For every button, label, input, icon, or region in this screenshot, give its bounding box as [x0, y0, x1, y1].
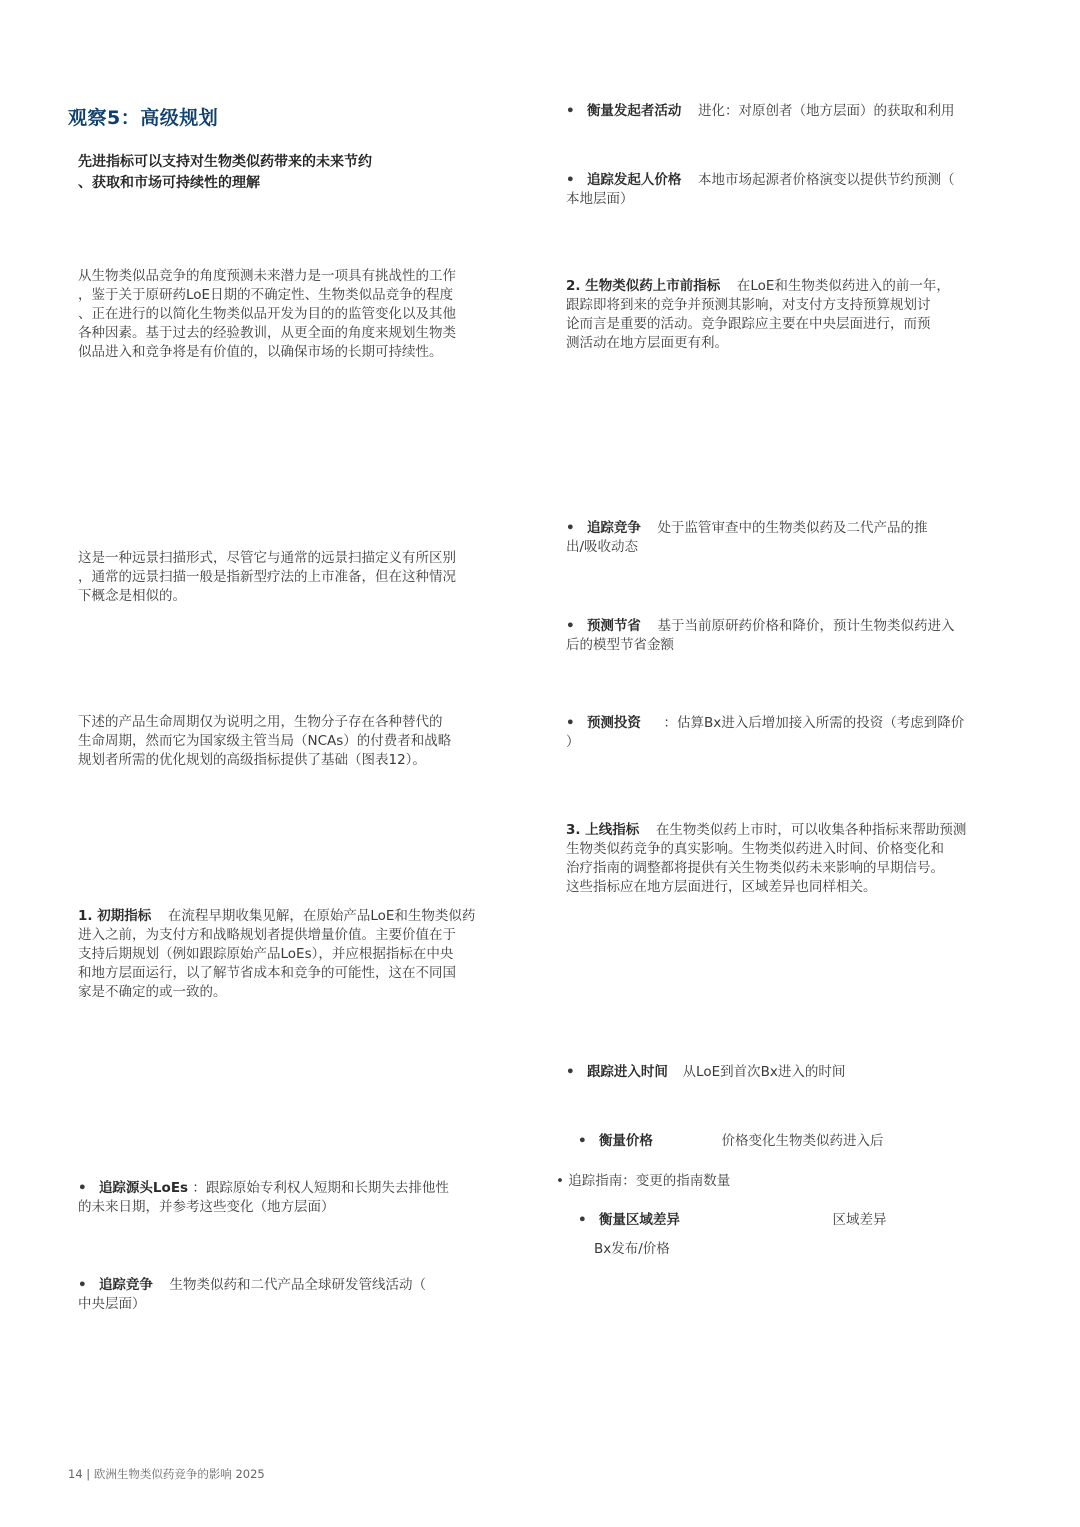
bullet-label: 跟踪进入时间: [586, 1064, 668, 1080]
regional-subline: Bx发布/价格: [594, 1241, 670, 1257]
bullet-text: • 追踪指南：变更的指南数量: [556, 1173, 731, 1189]
intro-line: 、正在进行的以简化生物类似品开发为目的的监管变化以及其他: [78, 306, 456, 322]
early-line: 家是不确定的或一致的。: [78, 984, 227, 1000]
bullet-dot: •: [566, 172, 575, 188]
bullet-track-competition-right: [566, 519, 1012, 557]
bullet-text: ：估算Bx进入后增加接入所需的投资（考虑到降价: [663, 715, 965, 731]
bullet-text: 的未来日期，并参考这些变化（地方层面）: [78, 1199, 335, 1215]
bullet-dot: •: [78, 1180, 87, 1196]
prelaunch-label: 2. 生物类似药上市前指标: [566, 278, 721, 294]
bullet-label: 追踪竞争: [586, 520, 641, 536]
bullet-text: 区域差异: [832, 1212, 887, 1228]
intro-paragraph: [78, 267, 518, 362]
early-line: 进入之前，为支付方和战略规划者提供增量价值。主要价值在于: [78, 927, 456, 943]
launch-indicators-paragraph: [566, 821, 1012, 897]
lifecycle-line: 规划者所需的优化规划的高级指标提供了基础（图表12）。: [78, 752, 426, 768]
early-line: 在流程早期收集见解，在原始产品LoE和生物类似药: [167, 908, 476, 924]
bullet-text: 后的模型节省金额: [566, 637, 674, 653]
bullet-label: 预测投资: [586, 715, 641, 731]
bullet-text: ：跟踪原始专利权人短期和长期失去排他性: [192, 1180, 449, 1196]
launch-line: 治疗指南的调整都将提供有关生物类似药未来影响的早期信号。: [566, 860, 944, 876]
lifecycle-line: 下述的产品生命周期仅为说明之用，生物分子存在各种替代的: [78, 714, 443, 730]
bullet-text: 出/吸收动态: [566, 539, 639, 555]
early-line: 支持后期规划（例如跟踪原始产品LoEs），并应根据指标在中央: [78, 946, 454, 962]
intro-line: 从生物类似品竞争的角度预测未来潜力是一项具有挑战性的工作: [78, 268, 456, 284]
intro-line: 各种因素。基于过去的经验教训，从更全面的角度来规划生物类: [78, 325, 456, 341]
bullet-text: 本地层面）: [566, 191, 634, 207]
bullet-text: ）: [566, 734, 580, 750]
bullet-measure-regional: [578, 1211, 1018, 1230]
prelaunch-line: 在LoE和生物类似药进入的前一年，: [736, 278, 950, 294]
early-indicators-paragraph: [78, 907, 518, 1002]
page-subtitle: [78, 152, 448, 194]
launch-line: 这些指标应在地方层面进行，区域差异也同样相关。: [566, 879, 877, 895]
bullet-text: 中央层面）: [78, 1296, 146, 1312]
launch-label: 3. 上线指标: [566, 822, 640, 838]
scan-line: 下概念是相似的。: [78, 588, 186, 604]
bullet-forecast-investment: [566, 714, 1012, 752]
intro-line: 似品进入和竞争将是有价值的，以确保市场的长期可持续性。: [78, 344, 443, 360]
subtitle-line-1: 先进指标可以支持对生物类似药带来的未来节约: [78, 154, 372, 170]
bullet-text: 价格变化生物类似药进入后: [721, 1133, 884, 1149]
bullet-measure-price: [578, 1132, 1018, 1151]
bullet-track-entry-time: [566, 1063, 1012, 1082]
lifecycle-paragraph: [78, 713, 518, 770]
bullet-label: 衡量价格: [598, 1133, 653, 1149]
intro-line: ，鉴于关于原研药LoE日期的不确定性、生物类似品竞争的程度: [78, 287, 454, 303]
early-line: 和地方层面运行，以了解节省成本和竞争的可能性，这在不同国: [78, 965, 456, 981]
bullet-track-guideline: [556, 1172, 996, 1191]
page-title: 观察5：高级规划: [68, 107, 219, 129]
prelaunch-line: 跟踪即将到来的竞争并预测其影响，对支付方支持预算规划讨: [566, 297, 931, 313]
launch-line: 在生物类似药上市时，可以收集各种指标来帮助预测: [655, 822, 967, 838]
bullet-dot: •: [566, 715, 575, 731]
bullet-text: 从LoE到首次Bx进入的时间: [682, 1064, 846, 1080]
bullet-dot: •: [566, 618, 575, 634]
bullet-dot: •: [78, 1277, 87, 1293]
bullet-label: 追踪源头LoEs: [98, 1180, 189, 1196]
bullet-text: 基于当前原研药价格和降价，预计生物类似药进入: [657, 618, 955, 634]
bullet-text: 生物类似药和二代产品全球研发管线活动（: [169, 1277, 427, 1293]
bullet-dot: •: [566, 520, 575, 536]
prelaunch-indicators-paragraph: [566, 277, 1012, 353]
bullet-label: 预测节省: [586, 618, 641, 634]
bullet-track-loe: [78, 1179, 518, 1217]
bullet-dot: •: [566, 1064, 575, 1080]
bullet-dot: •: [566, 103, 575, 119]
scan-line: ，通常的远景扫描一般是指新型疗法的上市准备，但在这种情况: [78, 569, 456, 585]
bullet-label: 追踪竞争: [98, 1277, 153, 1293]
bullet-label: 衡量发起者活动: [586, 103, 682, 119]
bullet-text: 处于监管审查中的生物类似药及二代产品的推: [657, 520, 928, 536]
page-footer: 14 | 欧洲生物类似药竞争的影响 2025: [68, 1467, 265, 1481]
bullet-text: 进化：对原创者（地方层面）的获取和利用: [698, 103, 955, 119]
bullet-measure-originator: [566, 102, 1012, 121]
bullet-label: 衡量区域差异: [598, 1212, 680, 1228]
bullet-dot: •: [578, 1212, 587, 1228]
bullet-track-competition-left: [78, 1276, 518, 1314]
bullet-dot: •: [578, 1133, 587, 1149]
horizon-scan-paragraph: [78, 549, 518, 606]
launch-line: 生物类似药竞争的真实影响。生物类似药进入时间、价格变化和: [566, 841, 944, 857]
bullet-text: 本地市场起源者价格演变以提供节约预测（: [698, 172, 955, 188]
early-first-line: [78, 907, 518, 926]
prelaunch-line: 论而言是重要的活动。竞争跟踪应主要在中央层面进行，而预: [566, 316, 931, 332]
subtitle-line-2: 、获取和市场可持续性的理解: [78, 175, 260, 191]
prelaunch-line: 测活动在地方层面更有利。: [566, 335, 728, 351]
bullet-forecast-savings: [566, 617, 1012, 655]
scan-line: 这是一种远景扫描形式，尽管它与通常的远景扫描定义有所区别: [78, 550, 456, 566]
bullet-track-originator-price: [566, 171, 1012, 209]
early-indicators-label: 1. 初期指标: [78, 908, 152, 924]
bullet-label: 追踪发起人价格: [586, 172, 682, 188]
lifecycle-line: 生命周期，然而它为国家级主管当局（NCAs）的付费者和战略: [78, 733, 452, 749]
